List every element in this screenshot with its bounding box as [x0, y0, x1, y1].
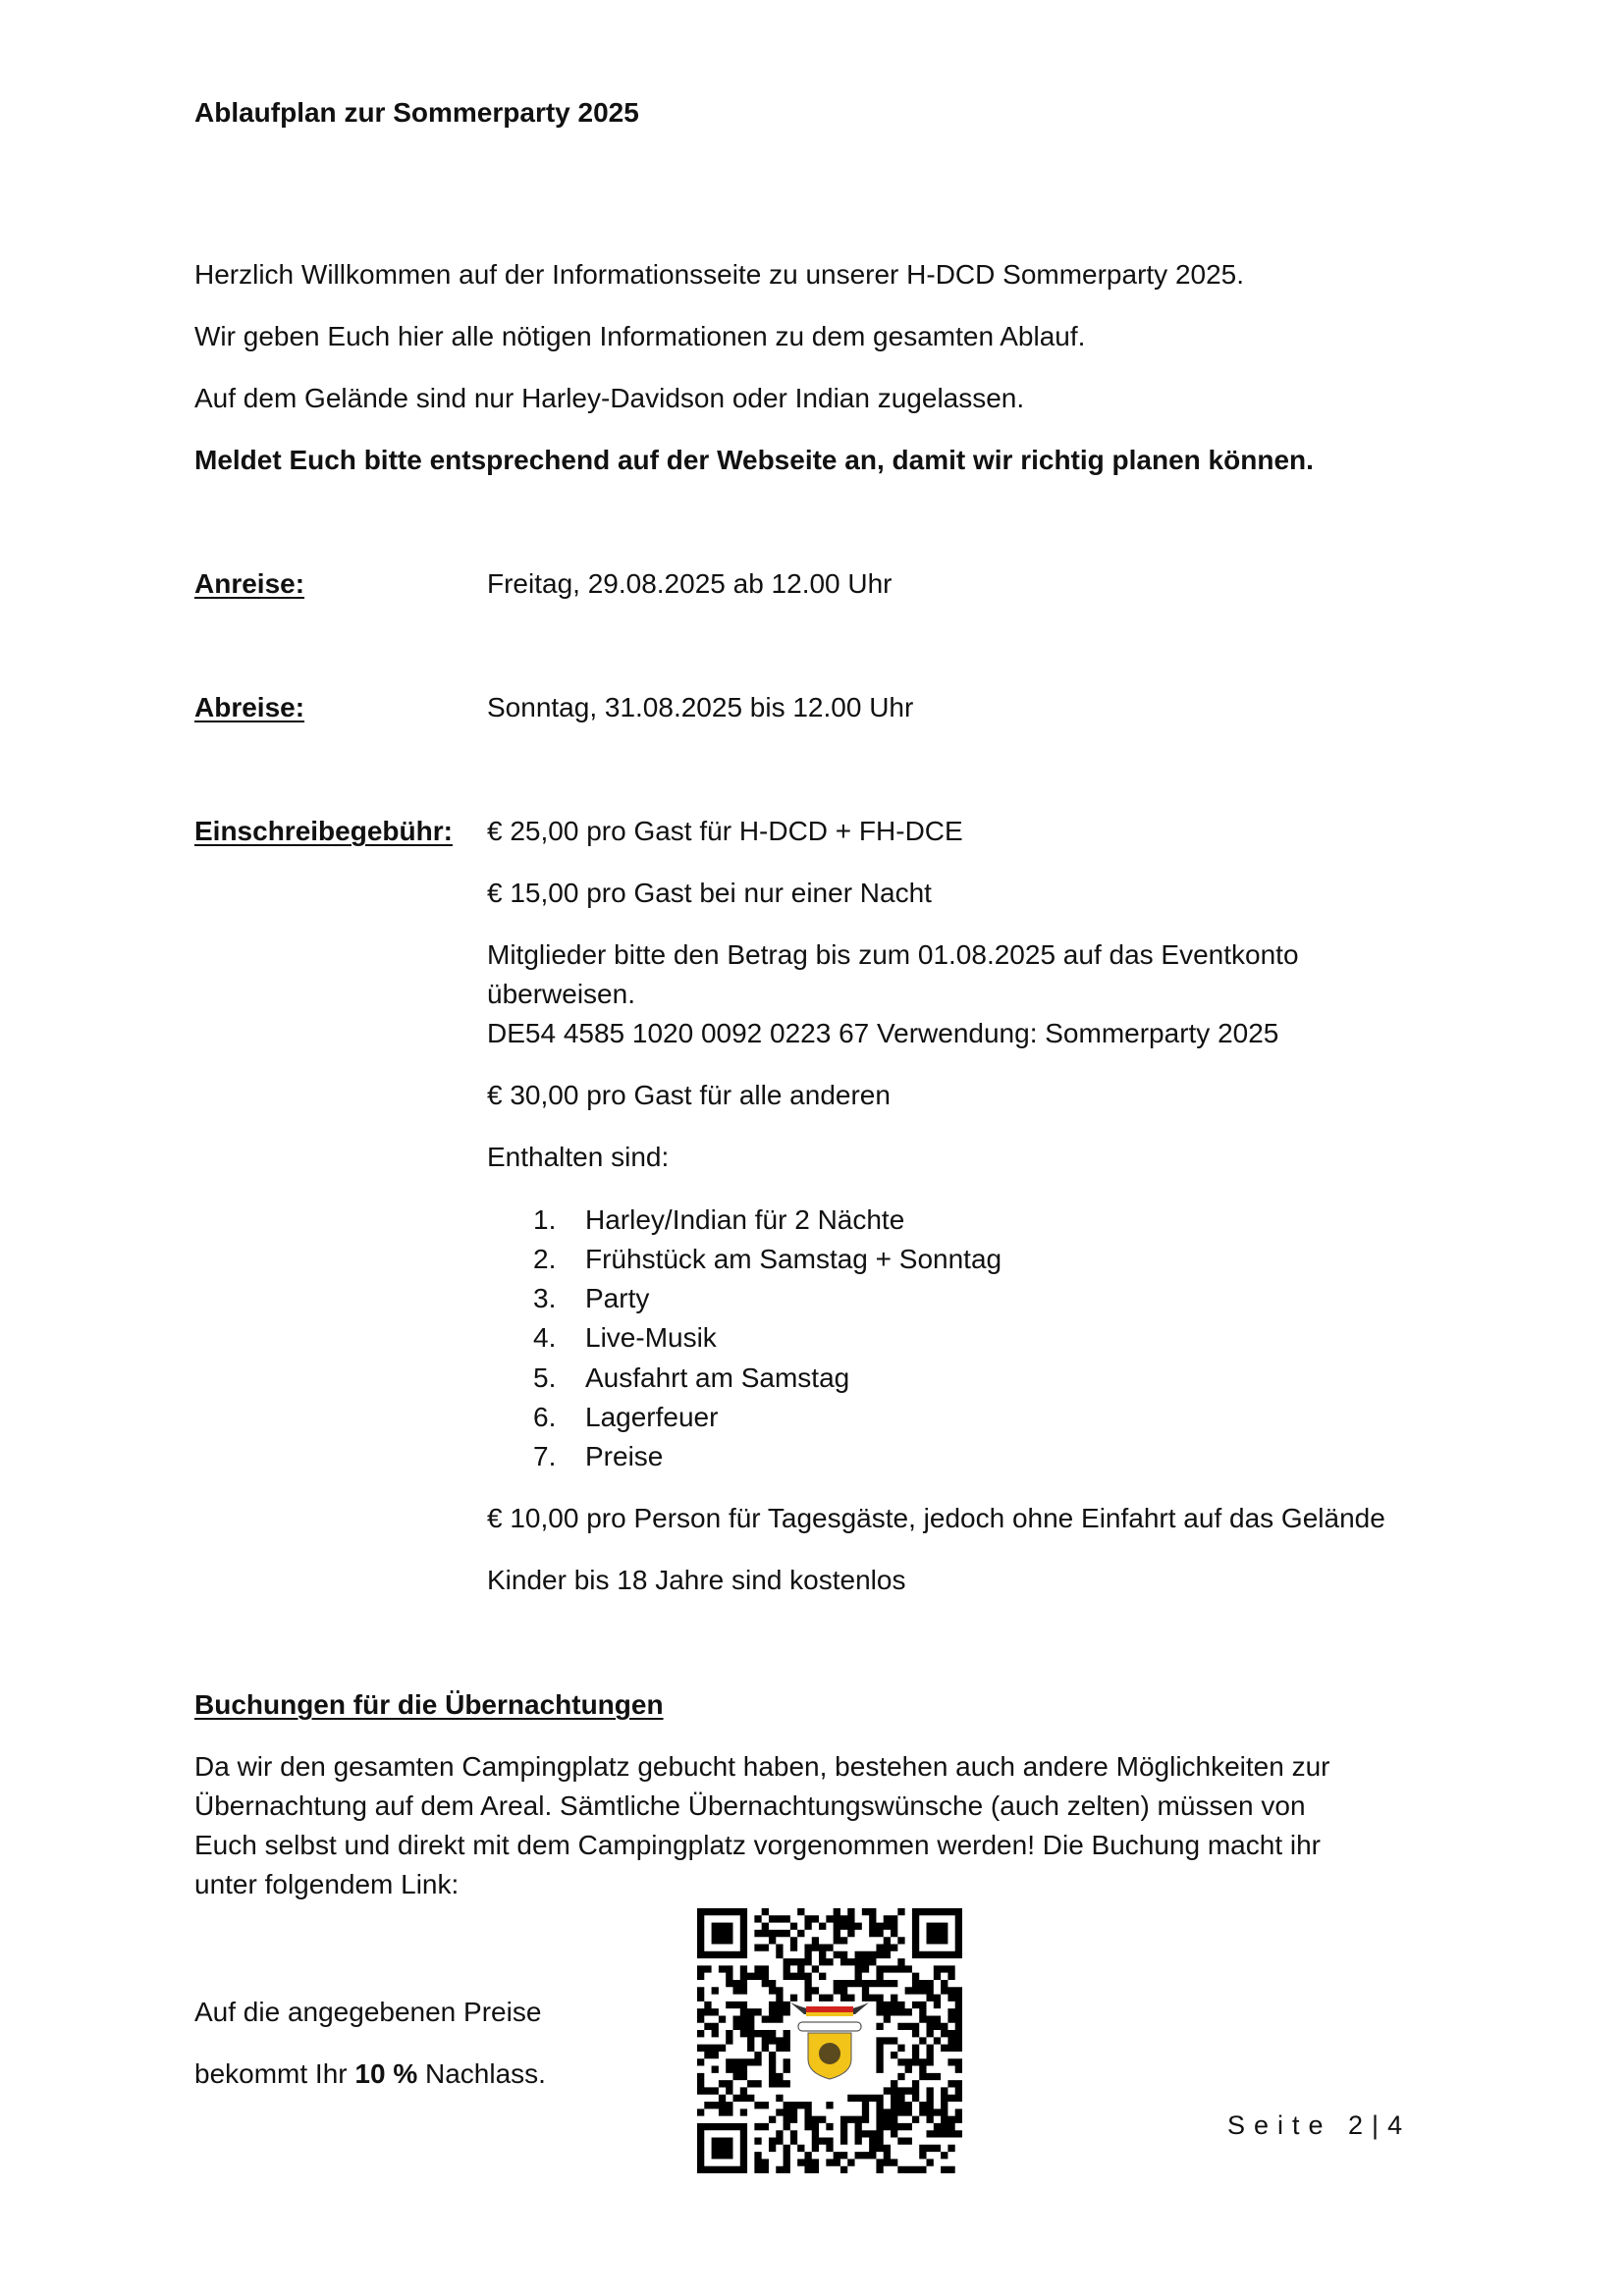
- qr-finder-pattern: [697, 2123, 747, 2173]
- list-number: 4.: [533, 1322, 557, 1353]
- list-text: Live-Musik: [585, 1322, 717, 1353]
- discount-note: [194, 2057, 546, 2091]
- intro-bold-note: Meldet Euch bitte entsprechend auf der Webseite an, damit wir richtig planen können.: [194, 445, 1314, 475]
- list-text: Frühstück am Samstag + Sonntag: [585, 1244, 1002, 1274]
- club-logo-icon: [790, 2002, 869, 2079]
- list-text: Ausfahrt am Samstag: [585, 1362, 850, 1393]
- page-number: Seite 2|4: [1227, 2110, 1412, 2140]
- members-payment-note: überweisen.: [487, 979, 635, 1009]
- fee-members: € 25,00 pro Gast für H-DCD + FH-DCE: [487, 816, 963, 846]
- bank-account: DE54 4585 1020 0092 0223 67 Verwendung: Sommerparty 2025: [487, 1018, 1279, 1048]
- intro-line: Herzlich Willkommen auf der Informationsseite zu unserer H-DCD Sommerparty 2025.: [194, 259, 1245, 290]
- anreise-value: Freitag, 29.08.2025 ab 12.00 Uhr: [487, 568, 893, 599]
- list-item: [0, 1440, 1624, 1473]
- booking-qr-code[interactable]: [697, 1908, 962, 2173]
- list-number: 5.: [533, 1362, 557, 1393]
- fee-day-guests: € 10,00 pro Person für Tagesgäste, jedoch ohne Einfahrt auf das Gelände: [487, 1503, 1385, 1533]
- qr-finder-pattern: [697, 1908, 747, 1958]
- discount-percent: 10 %: [354, 2058, 418, 2089]
- children-free: Kinder bis 18 Jahre sind kostenlos: [487, 1565, 906, 1595]
- fee-others: € 30,00 pro Gast für alle anderen: [487, 1080, 891, 1110]
- list-text: Party: [585, 1283, 650, 1313]
- gebuehr-label: Einschreibegebühr:: [194, 816, 453, 846]
- list-number: 7.: [533, 1441, 557, 1471]
- list-text: Lagerfeuer: [585, 1402, 719, 1432]
- list-number: 6.: [533, 1402, 557, 1432]
- list-number: 3.: [533, 1283, 557, 1313]
- discount-text: bekommt Ihr: [194, 2058, 355, 2089]
- list-number: 2.: [533, 1244, 557, 1274]
- list-item: [0, 1362, 1624, 1395]
- booking-text: Euch selbst und direkt mit dem Campingplatz vorgenommen werden! Die Buchung macht ihr: [194, 1830, 1322, 1860]
- abreise-value: Sonntag, 31.08.2025 bis 12.00 Uhr: [487, 692, 914, 722]
- discount-text: Nachlass.: [417, 2058, 546, 2089]
- booking-text: unter folgendem Link:: [194, 1869, 460, 1899]
- intro-line: Auf dem Gelände sind nur Harley-Davidson oder Indian zugelassen.: [194, 383, 1025, 413]
- list-item: [0, 1321, 1624, 1355]
- booking-text: Übernachtung auf dem Areal. Sämtliche Übernachtungswünsche (auch zelten) müssen von: [194, 1790, 1306, 1821]
- intro-line: Wir geben Euch hier alle nötigen Informationen zu dem gesamten Ablauf.: [194, 321, 1086, 351]
- anreise-label: Anreise:: [194, 568, 305, 599]
- qr-code-icon: [697, 1908, 962, 2173]
- list-text: Preise: [585, 1441, 664, 1471]
- members-payment-note: Mitglieder bitte den Betrag bis zum 01.08.2025 auf das Eventkonto: [487, 939, 1299, 970]
- list-item: [0, 1282, 1624, 1315]
- list-text: Harley/Indian für 2 Nächte: [585, 1204, 905, 1235]
- list-item: [0, 1203, 1624, 1237]
- included-label: Enthalten sind:: [487, 1142, 670, 1172]
- booking-heading: Buchungen für die Übernachtungen: [194, 1689, 664, 1720]
- list-item: [0, 1401, 1624, 1434]
- fee-one-night: € 15,00 pro Gast bei nur einer Nacht: [487, 878, 932, 908]
- list-item: [0, 1243, 1624, 1276]
- booking-text: Da wir den gesamten Campingplatz gebucht haben, bestehen auch andere Möglichkeiten zur: [194, 1751, 1330, 1782]
- included-list: [0, 1203, 1624, 1488]
- abreise-label: Abreise:: [194, 692, 305, 722]
- list-number: 1.: [533, 1204, 557, 1235]
- discount-note: Auf die angegebenen Preise: [194, 1997, 542, 2027]
- qr-finder-pattern: [912, 1908, 962, 1958]
- page-title: Ablaufplan zur Sommerparty 2025: [194, 97, 639, 128]
